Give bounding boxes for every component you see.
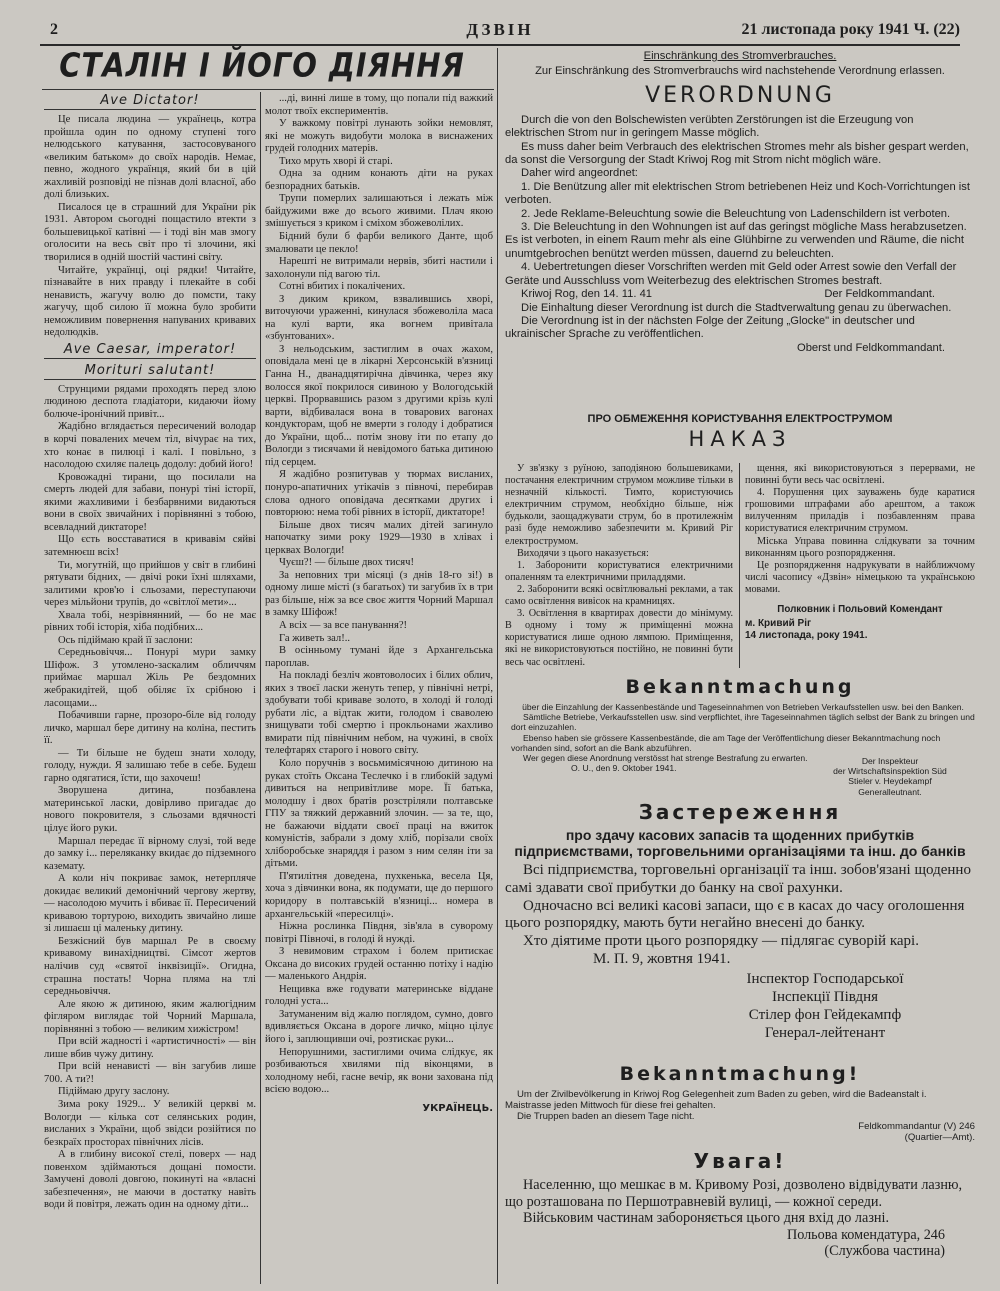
zasterezhennia-text [505, 862, 975, 969]
signature-line: Generalleutnant. [858, 786, 922, 796]
paragraph: — Ти більше не будеш знати холоду, голоду, нужди. Я залишаю тебе в себе. Будеш гарно одягатися, їсти, що захочеш! [44, 747, 256, 784]
paragraph: Die Verordnung ist in der nächsten Folge der Zeitung „Glocke" in deutscher und ukrainischer Sprache zu veröffentlichen. [505, 314, 915, 341]
bekanntmachung-2-signature [858, 1121, 975, 1143]
paragraph: Чуєш?! — більше двох тисяч! [279, 557, 414, 569]
paragraph: Непорушними, застиглими очима слідкує, як розбиваються хвилями під віконцями, в холодному небі, гасне вечір, як вони захована під всією водою... [265, 1046, 493, 1096]
nakaz-signature-date: 14 листопада, року 1941. [745, 630, 868, 642]
zasterezhennia-title: Застереження [638, 800, 842, 824]
paragraph: Населенню, що мешкає в м. Кривому Розі, дозволено відвідувати лазню, що розташована по Першотравневій вулиці, — кожної середи. [505, 1177, 963, 1210]
einschraenkung-intro: Zur Einschränkung des Stromverbrauchs wird nachstehende Verordnung erlassen. [535, 65, 945, 78]
paragraph: Die Truppen baden an diesem Tage nicht. [517, 1111, 695, 1122]
paragraph: Бідний були б фарби великого Данте, щоб змалювати це пекло! [265, 231, 493, 255]
paragraph: З невимовим страхом і болем притискає Оксана до високих грудей останню потіху і надію — маленького Андрія. [265, 946, 493, 983]
verordnung-place-date: Kriwoj Rog, den 14. 11. 41 [521, 288, 653, 301]
paragraph: Це розпорядження надрукувати в найближчому числі часопису «Дзвін» німецькою та українською мовами. [745, 559, 975, 595]
paragraph: Хвала тобі, незрівнянний, — бо не має рівних тобі історія, хіба подібних... [44, 609, 256, 634]
signature-line: (Quartier—Amt). [904, 1132, 975, 1143]
paragraph: На покладі безліч жовтоволосих і білих облич, яких з твоєї ласки женуть тепер, у північні нетрі, здобувати тобі криваве золото, в холоді й голоді рубати ліс, а відтак жити, голодом і сваволею знищувати тобі смертю і прокльонами жахливо вмирати під північним небом, на чужині, в своїх телефтарях старого і нового світу. [265, 670, 493, 757]
uvaga-signature [505, 1227, 975, 1260]
paragraph: З диким криком, взвалившись хворі, виточуючи ураженні, кинулася збожеволіла маса на кулі варти, яка вогнем привітала «збунтованих». [265, 293, 493, 343]
signature-line: Генерал-лейтенант [764, 1025, 886, 1041]
article-column-1 [44, 93, 256, 1283]
paragraph: А коли ніч покриває замок, нетерпляче докидає великий демонічний чергову жертву, — насолодою мучить і вбиває її. Пересичений кривавою тортурою, виходить звичайно лише зі лишаєш ці маленьку дитину. [44, 873, 256, 935]
paragraph: Um der Zivilbevölkerung in Kriwoj Rog Gelegenheit zum Baden zu geben, wird die Badeanstalt i. Maistrasse jeden Mittwoch für diese frei gehalten. [505, 1089, 927, 1111]
paragraph: Ebenso haben sie grössere Kassenbestände, die am Tage der Veröffentlichung dieser Bekanntmachung noch vorhanden sind, sofort an die Bank abzuführen. [511, 732, 941, 753]
paragraph: ...ді, винні лише в тому, що попали під важкий молот твоїх експериментів. [265, 93, 493, 117]
paragraph: Es muss daher beim Verbrauch des elektrischen Stromes mehr als bisher gespart werden, da sonst die Versorgung der Stadt Kriwoj Rog mit Strom nicht möglich wäre. [505, 140, 969, 167]
signature-line: Інспектор Господарської [746, 971, 904, 987]
paragraph: Нещивка вже годувати материнське віддане голодні уста... [265, 983, 493, 1008]
paragraph: А всіх — за все панування?! [279, 619, 408, 631]
paragraph: При всій жадності і «артистичності» — він лише вбив чужу дитину. [44, 1036, 256, 1060]
paragraph: Хто діятиме проти цього розпорядку — підлягає суворій карі. [523, 933, 919, 950]
paragraph: Але якою ж дитиною, яким жалюгідним фігляром виглядає той Чорний Маршала, порівнянні з тобою — великим хижістром! [44, 998, 256, 1035]
paragraph: Жадібно вглядається пересичений володар в корчі повалених мечем тіл, вічурає на тих, хто конає в пилюці і калі. І повільно, з насолодою схиляє палець додолу: добий його! [44, 421, 256, 471]
nakaz-block [505, 413, 975, 669]
paragraph: 1. Заборонити користуватися електричними опаленням та електричними приладдями. [505, 559, 733, 583]
section-heading-ave-caesar: Ave Caesar, imperator! [44, 342, 256, 359]
nakaz-column-divider [739, 463, 740, 668]
paragraph: 3. Die Beleuchtung in den Wohnungen ist auf das geringst mögliche Mass herabzusetzen. Es ist verboten, in einem Raum mehr als eine Glühbirne zu verwenden und Räume, die nicht unumtgebrochen benützt werden müssen, dauernd zu beleuchten. [505, 221, 967, 260]
paragraph: В осінньому тумані йде з Архангельська пароплав. [265, 645, 493, 669]
paragraph: Wer gegen diese Anordnung verstösst hat strenge Bestrafung zu erwarten. [523, 753, 808, 764]
paragraph: Міська Управа повинна слідкувати за точним виконанням цього розпорядження. [745, 535, 975, 559]
paragraph: Daher wird angeordnet: [521, 167, 638, 180]
paragraph: Durch die von den Bolschewisten verübten Zerstörungen ist die Erzeugung von elektrischen Strom nur in geringem Masse möglich. [505, 113, 914, 140]
paragraph: Кровожадні тирани, що посилали на смерть людей для забави, понурі тіні історії, якими жахливими і безбарвними видаються вони в своїх звичайних і порівнянні з тобою, всевладний диктаторе! [44, 471, 256, 533]
signature-line: der Wirtschaftsinspektion Süd [833, 766, 947, 777]
paragraph: П'ятилітня доведена, пухкенька, весела Ця, хоча з дівчинки вона, як подумати, ще до першого коридору в полтавській в'язниці... номера в архангельській «пересилці». [265, 870, 493, 920]
page-number: 2 [50, 21, 58, 38]
paragraph: Побачивши гарне, прозоро-біле від голоду личко, маршал бере дитину на коліна, пестить її. [44, 710, 256, 747]
paragraph: Безжісний був маршал Ре в своєму кривавому винахідництві. Сімсот жертов налічив суд «святої інквізиції». Огидна, страшна постать! Чорна пляма на тлі середньовіччя. [44, 935, 256, 998]
paragraph: З нельодським, застиглим в очах жахом, оповідала мені це в лікарні Херсонській в'язниці Ганна Н., дванадцятирічна дівчинка, через яку волосся якої покрилося сивиною у Вологодській церкві. Прорвавшись разом з другими крізь кулі варти, відбивалася вона в товарових вагонах кондукторам, щоб не вмерти з голоду і добратися до України, щоб... потім знову іти по етапу до Вологди з тисячами й невідомого батька дитиною під серцем. [265, 343, 493, 468]
paragraph: Затуманеним від жалю поглядом, сумно, довго вдивляється Оксана в дороге личко, міцно цілує його і, заплющивши очі, розтискає руки... [265, 1008, 493, 1046]
paragraph: Це писала людина — українець, котра пройшла один по одному ступені того нелюдського катування, застосовуваного «великим батьком» до своїх народів. Немає, певно, жодного українця, який би в цій жахливій розповіді не пізнав долі власної, або долі близьких. [44, 114, 256, 201]
paragraph: Зима року 1929... У великій церкві м. Вологди — кілька сот селянських родин, висланих з України, щоб звідси розійтися по безкраїх просторах північних лісів. [44, 1099, 256, 1148]
bekanntmachung-2-title: Bekanntmachung! [619, 1063, 861, 1085]
paragraph: Sämtliche Betriebe, Verkaufsstellen usw. sind verpflichtet, ihre Tageseinnahmen täglich selbst der Bank zu bringen und dort einzuzahlen. [511, 712, 975, 733]
paragraph: Трупи померлих залишаються і лежать між байдужими вже до всього живими. Плач якою змішується з криком і сміхом збожеволілих. [265, 193, 493, 230]
place-date-line [505, 288, 975, 301]
verordnung-block [505, 50, 975, 405]
nakaz-title: НАКАЗ [688, 427, 792, 451]
paragraph: 3. Освітлення в квартирах довести до мінімуму. В одному і тому ж приміщенні можна користуватися лише одною лямпою. Приміщення, які не використовуються постійно, не повинні бути весь час освітлені. [505, 608, 733, 668]
paragraph: А в глибину високої стелі, поверх — над повенхом здіймаються дощані помости. Замучені доволі довгою, покинуті на «власні забезпечення», не маючи в достатку навіть води й повітря, лежать один на одному діти... [44, 1149, 256, 1211]
paragraph: Die Einhaltung dieser Verordnung ist durch die Stadtverwaltung genau zu überwachen. [521, 301, 952, 314]
signature-line: Stieler v. Heydekampf [848, 776, 932, 787]
paragraph: 4. Uebertretungen dieser Vorschriften werden mit Geld oder Arrest sowie den Verfall der Geräte und Ausschluss vom Weiterbezug des elektrischen Stromes bestraft. [505, 261, 957, 287]
paragraph: Що єсть восставатися в кривавім сяйві затемнюєш всіх! [44, 534, 256, 558]
verordnung-title: VERORDNUNG [645, 82, 835, 108]
paragraph: O. U., den 9. Oktober 1941. [571, 763, 677, 774]
verordnung-signer: Der Feldkommandant. [824, 288, 935, 301]
nakaz-signature-title: Полковник і Польовий Комендант [777, 604, 943, 616]
paragraph: Підіймаю другу заслону. [58, 1086, 170, 1098]
paragraph: У зв'язку з руїною, заподіяною большевиками, постачання електричним струмом можливе тільки в незначній кількості. Тимто, користуючись електричним струмом, необхідно більше, ніж будьколи, заощаджувати струм, бо в протилежнім разі буде неможливо забезпечити м. Кривий Ріг електрострумом. [505, 463, 733, 547]
uvaga-title: Увага! [693, 1149, 787, 1173]
column-divider-2 [497, 48, 498, 1284]
bekanntmachung-1-signature [805, 756, 975, 796]
nakaz-column-1 [505, 463, 733, 669]
paragraph: Середньовіччя... Понурі мури замку Шіфож. З утомлено-заскалим обличчям приймає маршал Жіль Ре бездомних жебракидітей, щоб обіляє їх срібною і ласощами... [44, 647, 256, 709]
zasterezhennia-signature [705, 970, 945, 1042]
paragraph: Виходячи з цього наказується: [517, 547, 649, 559]
signature-line: Стілер фон Гейдекампф [748, 1007, 902, 1023]
issue-date: 21 листопада року 1941 Ч. (22) [741, 21, 960, 38]
page-header [40, 18, 960, 46]
paragraph: Одна за одним конають діти на руках безпорадних батьків. [265, 168, 493, 192]
uvaga-text [505, 1177, 975, 1227]
paragraph: Ти, могутній, що прийшов у світ в глибині рятувати бідних, — двічі роки їхні шляхами, залитими кров'ю і сльозами, переступаючи через мільйони трупів, до «світлої мети»... [44, 559, 256, 609]
signature-line: Der Inspekteur [861, 756, 919, 766]
paragraph: При всій ненависті — він загубив лише 700. А ти?! [44, 1061, 256, 1085]
bekanntmachung-1-title: Bekanntmachung [625, 676, 855, 698]
paragraph: Всі підприємства, торговельні організації та інш. зобов'язані щоденно самі здавати свої прибутки до банку на свої рахунки. [505, 862, 971, 896]
signature-line: Польова комендатура, 246 [786, 1226, 945, 1243]
article-text [265, 93, 493, 1097]
paragraph: Тихо мруть хворі й старі. [279, 155, 393, 167]
zasterezhennia-subtitle: про здачу касових запасів та щоденних прибутків підприємствами, торговельними організаціями та інш. до банків [514, 827, 966, 859]
paragraph: 4. Порушення цих зауважень буде каратися грошовими штрафами або арештом, а також вилученням приладів і позбавленням права користуватися електричним струмом. [745, 487, 975, 535]
bekanntmachung-2-text [505, 1089, 975, 1122]
paragraph: Га живеть зал!.. [279, 632, 351, 644]
paragraph: Одночасно всі великі касові запаси, що є в касах до часу оголошення цього розпорядку, мають бути негайно внесені до банку. [505, 897, 965, 932]
paragraph: Писалося це в страшний для України рік 1931. Автором сьогодні пощастило втекти з большевицької катівні — і тоді він мав змогу оголосити на весь світ про ті злочини, які творилися в одній шостій частині світу. [44, 201, 256, 264]
paragraph: über die Einzahlung der Kassenbestände und Tageseinnahmen von Betrieben Verkaufsstellen usw. bei den Banken. [522, 702, 964, 712]
paragraph: Коло поручнів з восьмимісячною дитиною на руках стоїть Оксана Теслечко і в глибокій задумі дивиться на непривітливе море. Її батька, молодшу і двох братів розстріляли полтавське ГПУ за тяжкий державний злочин. — за те, що, не бажаючи віддати своєї праці на вжиток комуністів, забрали з дому хліб, порізали своїх хліборобське знаряддя і разом з ним селян іти за дітьми. [265, 757, 493, 870]
nakaz-column-2 [745, 463, 975, 642]
bekanntmachung-2 [505, 1063, 975, 1151]
section-heading-morituri: Morituri salutant! [44, 363, 256, 380]
paragraph: Ніжна рослинка Півдня, зів'яла в суворому повітрі Півночі, в голоді й нужді. [265, 921, 493, 945]
paragraph: Маршал передає її вірному слузі, той веде до замку і... переляканку вкидає до підземного каземату. [44, 835, 256, 872]
signature-line: (Службова частина) [824, 1243, 945, 1260]
article-title: СТАЛІН І ЙОГО ДІЯННЯ [59, 45, 465, 85]
title-rule [42, 89, 494, 90]
paragraph: М. П. 9, жовтня 1941. [593, 950, 731, 967]
paragraph: щення, які використовуються з перервами, не повинні бути весь час освітлені. [745, 463, 975, 487]
paragraph: Більше двох тисяч малих дітей загинуло напочатку зими року 1929—1930 в хлівах і церквах Вологди! [265, 519, 493, 556]
article-column-2 [265, 93, 493, 1283]
nakaz-signature-city: м. Кривий Ріг [745, 618, 812, 630]
paragraph: 2. Заборонити всякі освітлювальні реклами, а так само освітлення вивісок на крамницях. [505, 583, 733, 608]
zasterezhennia-block [505, 800, 975, 1058]
paragraph: Струнцими рядами проходять перед злою людиною деспота гладіатори, кидаючи йому болюче-іронічний привіт... [44, 383, 256, 420]
bekanntmachung-1 [505, 676, 975, 796]
paragraph: У важкому повітрі лунають зойки немовлят, які не можуть видобути молока в виснажених грудей голодних матерів. [265, 118, 493, 155]
column-divider-1 [260, 92, 261, 1284]
paragraph: 2. Jede Reklame-Beleuchtung sowie die Beleuchtung von Ladenschildern ist verboten. [521, 207, 951, 220]
paragraph: 1. Die Benützung aller mit elektrischen Strom betriebenen Heiz und Koch-Vorrichtungen ist verboten. [505, 180, 970, 207]
article-text [44, 384, 256, 1212]
paragraph: Ось підіймаю край її заслони: [58, 634, 193, 646]
paragraph: Нарешті не витримали нервів, збиті настили і захолонули під вагою тіл. [265, 256, 493, 280]
signature-line: Feldkommandantur (V) 246 [858, 1121, 975, 1132]
newspaper-name: ДЗВІН [466, 20, 534, 39]
signature-line: Інспекції Півдня [771, 989, 879, 1005]
intro-text [44, 114, 256, 340]
einschraenkung-heading: Einschränkung des Stromverbrauches. [643, 50, 837, 62]
uvaga-block [505, 1149, 975, 1285]
paragraph: Військовим частинам забороняється цього дня вхід до лазні. [523, 1210, 889, 1227]
paragraph: Зворушена дитина, позбавлена материнської ласки, довірливо пригадає до нового покровителя, з сльозами вдячності цілує його руки. [44, 785, 256, 834]
nakaz-heading: ПРО ОБМЕЖЕННЯ КОРИСТУВАННЯ ЕЛЕКТРОСТРУМОМ [587, 413, 893, 425]
paragraph: Сотні вбитих і покалічених. [279, 281, 406, 293]
verordnung-text [505, 114, 975, 355]
paragraph: Я жадібно розпитував у тюрмах висланих, понуро-апатичних утікачів з півночі, перебирав слова одного оповідача десятками других і повторюю: нема тобі рівних в історії, диктаторе! [265, 469, 493, 519]
paragraph: Читайте, українці, оці рядки! Читайте, пізнавайте в них правду і плекайте в собі ненависть, жагучу волю до помсти, таку жагучу, щоб силою її можна було зробити неможливим повернення напуваних кривавих недолюдків. [44, 264, 256, 339]
paragraph: За неповних три місяці (з днів 18-го зі!) в одному лише місті (з багатьох) ти загубив їх в три раз більше, ніж за все своє життя Чорний Маршал в замку Шіфож! [265, 569, 493, 619]
article-signature: УКРАЇНЕЦЬ. [422, 1102, 493, 1114]
section-heading-ave-dictator: Ave Dictator! [44, 93, 256, 110]
verordnung-rank: Oberst und Feldkommandant. [797, 341, 945, 354]
